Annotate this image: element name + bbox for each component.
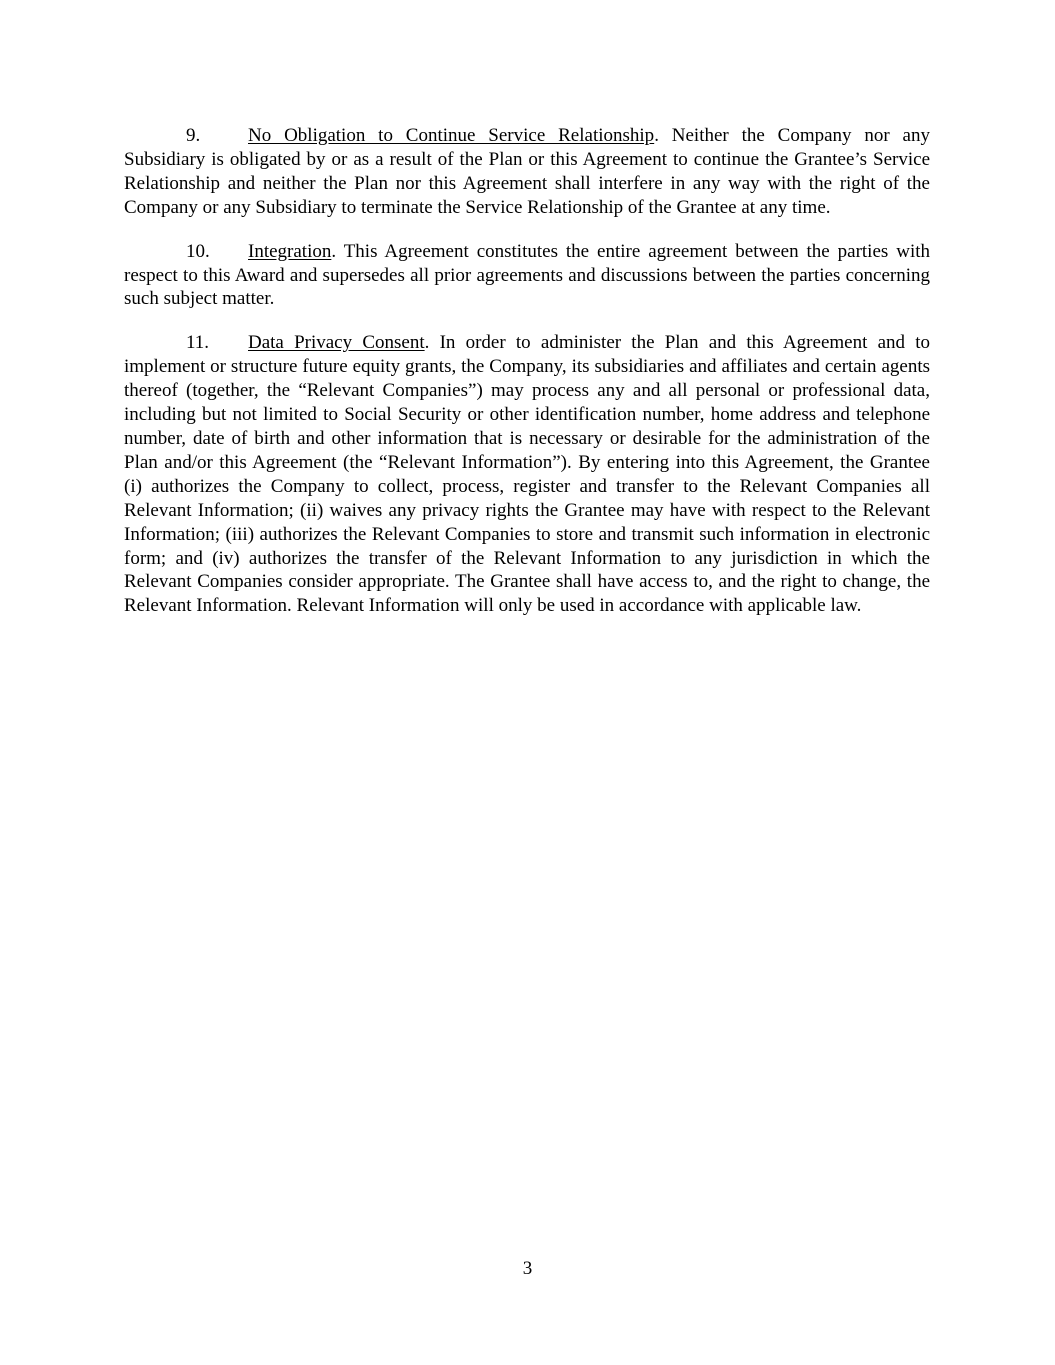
section-heading: No Obligation to Continue Service Relationship bbox=[248, 125, 655, 146]
document-page bbox=[124, 124, 930, 638]
section-heading: Integration bbox=[248, 240, 332, 262]
section-body: . In order to administer the Plan and this Agreement and to implement or structure future equity grants, the Company, its subsidiaries and affiliates and certain agents thereof (together, the “Relevant Companies”) may process any and all personal or professional data, including but not limited to Social Security or other identification number, home address and telephone number, date of birth and other information that is necessary or desirable for the administration of the Plan and/or this Agreement (the “Relevant Information”). By entering into this Agreement, the Grantee (i) authorizes the Company to collect, process, register and transfer to the Relevant Companies all Relevant Information; (ii) waives any privacy rights the Grantee may have with respect to the Relevant Information; (iii) authorizes the Relevant Companies to store and transmit such information in electronic form; and (iv) authorizes the transfer of the Relevant Information to any jurisdiction in which the Relevant Companies consider appropriate. The Grantee shall have access to, and the right to change, the Relevant Information. Relevant Information will only be used in accordance with applicable law. bbox=[124, 332, 931, 617]
section-number: 11. bbox=[186, 332, 210, 354]
section-body: . This Agreement constitutes the entire agreement between the parties with respect to this Award and supersedes all prior agreements and discussions between the parties concerning such subject matter. bbox=[124, 240, 930, 310]
section-body: . Neither the Company nor any Subsidiary is obligated by or as a result of the Plan or this Agreement to continue the Grantee’s Service Relationship and neither the Plan nor this Agreement shall interfere in any way with the right of the Company or any Subsidiary to terminate the Service Relationship of the Grantee at any time. bbox=[124, 125, 930, 218]
section-11-paragraph bbox=[124, 331, 930, 618]
section-number: 10. bbox=[186, 240, 210, 262]
section-heading: Data Privacy Consent bbox=[248, 332, 425, 354]
section-number: 9. bbox=[186, 125, 201, 146]
section-9-paragraph bbox=[124, 124, 930, 220]
section-10-paragraph bbox=[124, 240, 930, 312]
page-number: 3 bbox=[522, 1258, 533, 1279]
